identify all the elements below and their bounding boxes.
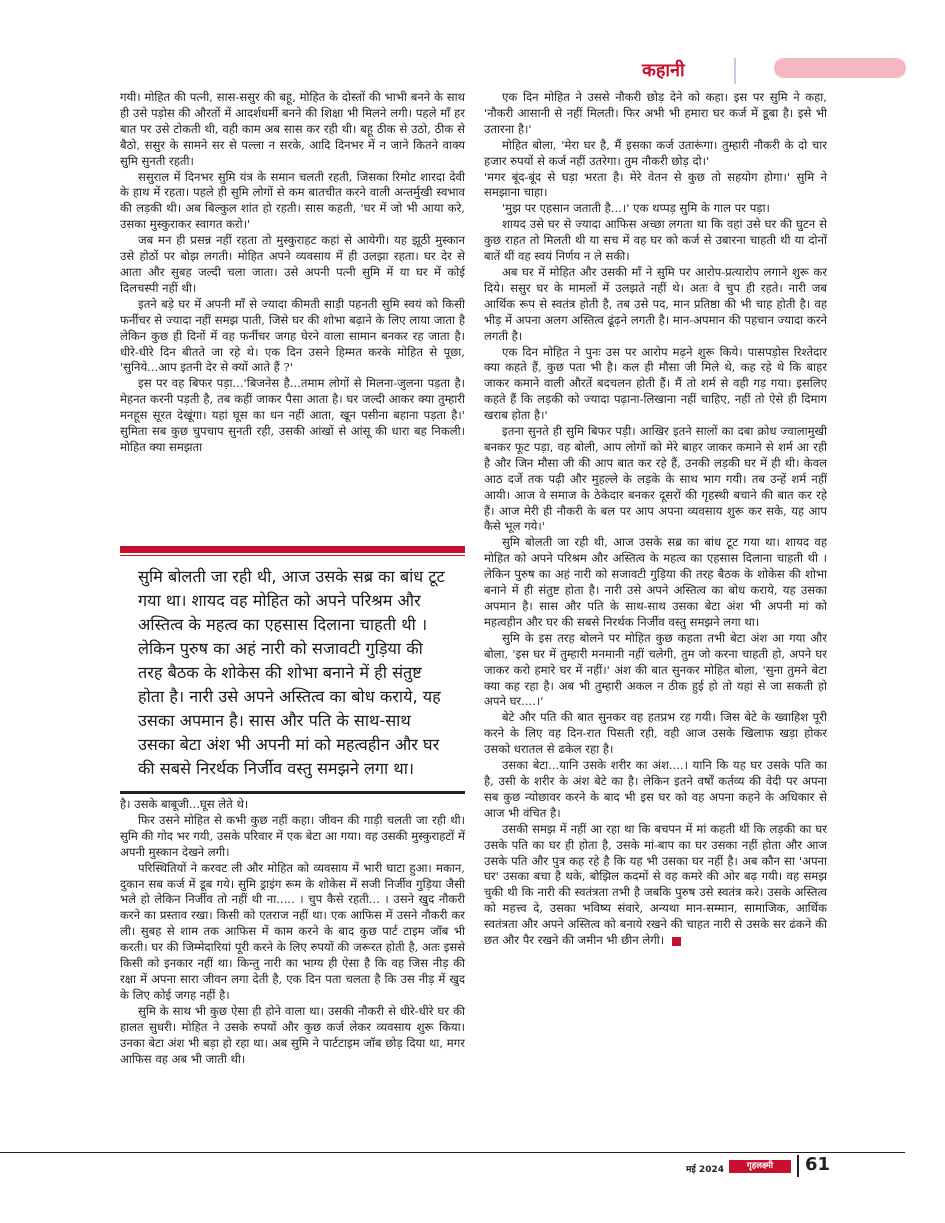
pull-quote: सुमि बोलती जा रही थी, आज उसके सब्र का बांध टूट गया था। शायद वह मोहित को अपने परिश्रम और अस्तित्व के महत्व का एहसास दिलाना चाहती थी । लेकिन पुरुष का अहं नारी को सजावटी गुड़िया की तरह बैठक के शोकेस की शोभा बनाने में ही संतुष्ट होता है। नारी उसे अपने अस्तित्व का बोध कराये, यह उसका अपमान है। सास और पति के साथ-साथ उसका बेटा अंश भी अपनी मां को महत्वहीन और घर की सबसे निरर्थक निर्जीव वस्तु समझने लगा था। — [138, 567, 445, 778]
page-number: 61 — [805, 1154, 831, 1175]
pull-quote-box — [120, 546, 465, 794]
column-left-top — [120, 90, 465, 530]
paragraph: इतने बड़े घर में अपनी माँ से ज्यादा कीमती साड़ी पहनती सुमि स्वयं को किसी फर्नीचर से ज्यादा नहीं समझ पाती, जिसे घर की शोभा बढ़ाने के लिए लाया जाता है लेकिन कुछ ही दिनों में वह फर्नीचर जगह घेरने वाला सामान बनकर रह जाता है। धीरे-धीरे दिन बीतते जा रहे थे। एक दिन उसने हिम्मत करके मोहित से पूछा, 'सुनिये...आप इतनी देर से क्यों आते हैं ?' — [120, 296, 465, 375]
paragraph: एक दिन मोहित ने उससे नौकरी छोड़ देने को कहा। इस पर सुमि ने कहा, 'नौकरी आसानी से नहीं मिलती। फिर अभी भी हमारा घर कर्ज में डूबा है। इसे भी उतारना है।' — [484, 90, 827, 136]
header-divider — [734, 58, 736, 84]
paragraph-final — [484, 822, 827, 949]
paragraph: एक दिन मोहित ने पुनः उस पर आरोप मढ़ने शुरू किये। पासपड़ोस रिश्तेदार क्या कहते हैं, कुछ पता भी है। कल ही मौसा जी मिले थे, कह रहे थे कि बाहर जाकर कमाने वाली औरतें बदचलन होती हैं। मैं तो शर्म से वही गड़ गया। इसलिए कहते हैं कि लड़की को ज्यादा पढ़ाना-लिखाना नहीं चाहिए, नहीं तो ऐसे ही दिमाग खराब होता है।' — [484, 344, 827, 423]
section-title: कहानी — [642, 60, 685, 81]
paragraph: जब मन ही प्रसन्न नहीं रहता तो मुस्कुराहट कहां से आयेगी। यह झूठी मुस्कान उसे होठों पर बोझ लगती। मोहित अपने व्यवसाय में ही उलझा रहता। घर देर से आता और सुबह जल्दी चला जाता। उसे अपनी पत्नी सुमि में या घर में कोई दिलचस्पी नहीं थी। — [120, 233, 465, 295]
paragraph-text: उसकी समझ में नहीं आ रहा था कि बचपन में मां कहती थीं कि लड़की का घर उसके पति का घर ही होता है, उसके मां-बाप का घर उसका नहीं होता और आज उसके पति और पुत्र कह रहे है कि यह भी उसका घर नहीं है। अब कौन सा 'अपना घर' उसका बचा है थके, बोझिल कदमों से वह कमरे की ओर बढ़ गयी। वह समझ चुकी थी कि नारी की स्वतंत्रता तभी है जबकि पुरुष उसे स्वतंत्र करे। उसके अस्तित्व को महत्त्व दे, उसका भविष्य संवारे, अन्यथा मान-सम्मान, सामाजिक, आर्थिक स्वतंत्रता और अपने अस्तित्व को बनाये रखने की चाहत नारी से उसके सर ढंकने की छत और पैर रखने की जमीन भी छीन लेगी। — [484, 821, 827, 948]
column-right — [484, 90, 827, 1130]
paragraph: इस पर वह बिफर पड़ा...'बिजनेस है...तमाम लोगों से मिलना-जुलना पड़ता है। मेहनत करनी पड़ती है, तब कहीं जाकर पैसा आता है। घर जल्दी आकर क्या तुम्हारी मनहूस सूरत देखूंगा। यहां घूस का धन नहीं आता, खून पसीना बहाना पड़ता है।' सुमिता सब कुछ चुपचाप सुनती रही, उसकी आंखों से आंसू की धारा बह निकली। मोहित क्या समझता — [120, 376, 465, 454]
paragraph: फिर उसने मोहित से कभी कुछ नहीं कहा। जीवन की गाड़ी चलती जा रही थी। सुमि की गोद भर गयी, उसके परिवार में एक बेटा आ गया। वह उसकी मुस्कुराहटों में अपनी मुस्कान देखने लगी। — [120, 812, 465, 859]
paragraph: सुमि के इस तरह बोलने पर मोहित कुछ कहता तभी बेटा अंश आ गया और बोला, 'इस घर में तुम्हारी मनमानी नहीं चलेगी, तुम जो करना चाहती हो, अपने घर जाकर करो हमारे घर में नहीं।' अंश की बात सुनकर मोहित बोला, 'सुना तुमने बेटा क्या कह रहा है। अब भी तुम्हारी अकल न ठीक हुई हो तो यहां से जा सकती हो अपने घर....।' — [484, 630, 827, 709]
paragraph: गयी। मोहित की पत्नी, सास-ससुर की बहू, मोहित के दोस्तों की भाभी बनने के साथ ही उसे पड़ोस की औरतों में आदर्शधर्मी बनने की शिक्षा भी मिलने लगी। पहले माँ हर बात पर उसे टोकती थी, वही काम अब सास कर रही थी। बहू ठीक से उठो, ठीक से बैठो, ससुर के सामने सर से पल्ला न सरके, आदि दिनभर में न जाने कितने वाक्य सुमि सुनती रहती। — [120, 90, 465, 168]
paragraph: ससुराल में दिनभर सुमि यंत्र के समान चलती रहती, जिसका रिमोट शारदा देवी के हाथ में रहता। पहले ही सुमि लोगों से कम बातचीत करने वाली अन्तर्मुखी स्वभाव की लड़की थी। अब बिल्कुल शांत हो रहती। सास कहती, 'घर में जो भी आया करे, उसका मुस्कुराकर स्वागत करो।' — [120, 169, 465, 232]
paragraph: शायद उसे घर से ज्यादा आफिस अच्छा लगता था कि वहां उसे घर की घुटन से कुछ राहत तो मिलती थी या सच में वह घर को कर्ज से उबारना चाहती थी या दोनों बातें थीं वह स्वयं निर्णय न ले सकी। — [484, 217, 827, 264]
paragraph: अब घर में मोहित और उसकी माँ ने सुमि पर आरोप-प्रत्यारोप लगाने शुरू कर दिये। ससुर घर के मामलों में उलझते नहीं थे। अतः वे चुप ही रहते। नारी जब आर्थिक रूप से स्वतंत्र होती है, तब उसे पद, मान प्रतिष्ठा की भी चाह होती है। वह भीड़ में अपना अलग अस्तित्व ढूंढ़ने लगती है। मान-अपमान की पहचान ज्यादा करने लगती है। — [484, 264, 827, 343]
magazine-logo: गृहलक्ष्मी — [729, 1160, 791, 1173]
footer-divider — [797, 1155, 799, 1177]
end-mark-icon — [672, 937, 681, 946]
paragraph: 'मुझ पर एहसान जताती है...।' एक थप्पड़ सुमि के गाल पर पड़ा। — [502, 201, 770, 216]
footer-rule — [0, 1152, 905, 1153]
paragraph: सुमि के साथ भी कुछ ऐसा ही होने वाला था। उसकी नौकरी से धीरे-धीरे घर की हालत सुधरी। मोहित ने उसके रुपयों और कुछ कर्ज लेकर व्यवसाय शुरू किया। उनका बेटा अंश भी बड़ा हो रहा था। अब सुमि ने पार्टटाइम जॉब छोड़ दिया था, मगर आफिस वह अब भी जाती थी। — [120, 1003, 465, 1066]
paragraph: है। उसके बाबूजी...घूस लेते थे। — [120, 797, 249, 811]
paragraph: उसका बेटा...यानि उसके शरीर का अंश....। यानि कि यह घर उसके पति का है, उसी के शरीर के अंश बेटे का है। लेकिन इतने वर्षों कर्तव्य की वेदी पर अपना सब कुछ न्योछावर करने के बाद भी इस घर को वह अपना कहने के अधिकार से आज भी वंचित है। — [484, 758, 827, 820]
issue-date: मई 2024 — [686, 1165, 724, 1175]
paragraph: परिस्थितियों ने करवट ली और मोहित को व्यवसाय में भारी घाटा हुआ। मकान, दुकान सब कर्ज में डूब गये। सुमि ड्राइंग रूम के शोकेस में सजी निर्जीव गुड़िया जैसी भले हो लेकिन निर्जीव तो नहीं थी ना..... । चुप कैसे रहती... । उसने खुद नौकरी करने का प्रस्ताव रखा। किसी को एतराज नहीं था। एक आफिस में उसने नौकरी कर ली। सुबह से शाम तक आफिस में काम करने के बाद कुछ पार्ट टाइम जॉब भी करती। घर की जिम्मेदारियां पूरी करने के लिए रुपयों की जरूरत होती है, अतः इससे किसी को इनकार नहीं था। किन्तु नारी का भाग्य ही ऐसा है कि वह जिस नीड़ की रक्षा में अपना सारा जीवन लगा देती है, एक दिन पता चलता है कि उस नीड़ में खुद के लिए कोई जगह नहीं है। — [120, 860, 465, 1002]
column-left-bottom — [120, 797, 465, 1127]
paragraph: सुमि बोलती जा रही थी, आज उसके सब्र का बांध टूट गया था। शायद वह मोहित को अपने परिश्रम और अस्तित्व के महत्व का एहसास दिलाना चाहती थी । लेकिन पुरुष का अहं नारी को सजावटी गुड़िया की तरह बैठक के शोकेस की शोभा बनाने में ही संतुष्ट होता है। नारी उसे अपने अस्तित्व का बोध कराये, यह उसका अपमान है। सास और पति के साथ-साथ उसका बेटा अंश भी अपनी मां को महत्वहीन और घर की सबसे निरर्थक निर्जीव वस्तु समझने लगा था। — [484, 535, 827, 629]
paragraph: 'मगर बूंद-बूंद से घड़ा भरता है। मेरे वेतन से कुछ तो सहयोग होगा।' सुमि ने समझाना चाहा। — [484, 169, 827, 200]
paragraph: बेटे और पति की बात सुनकर वह हतप्रभ रह गयी। जिस बेटे के ख्वाहिश पूरी करने के लिए वह दिन-रात पिसती रही, वही आज उसके खिलाफ खड़ा होकर उसको धरातल से ढकेल रहा है। — [484, 710, 827, 757]
paragraph: मोहित बोला, 'मेरा घर है, मैं इसका कर्ज उतारूंगा। तुम्हारी नौकरी के दो चार हजार रुपयों से कर्ज नहीं उतरेगा। तुम नौकरी छोड़ दो।' — [484, 137, 827, 168]
header-decoration — [774, 58, 906, 78]
paragraph: इतना सुनते ही सुमि बिफर पड़ी। आखिर इतने सालों का दबा क्रोध ज्वालामुखी बनकर फूट पड़ा, वह बोली, आप लोगों को मेरे बाहर जाकर कमाने से शर्म आ रही है और जिन मौसा जी की आप बात कर रहे हैं, उनकी लड़की घर में ही थी। केवल आठ दर्जे तक पढ़ी और मुहल्ले के लड़के के साथ भाग गयी। तब उन्हें शर्म नहीं आयी। आज वे समाज के ठेकेदार बनकर दूसरों की गृहस्थी बचाने की बात कर रहे हैं। आज मेरी ही नौकरी के बल पर आप अपना व्यवसाय शुरू कर सके, यह आप कैसे भूल गये।' — [484, 424, 827, 534]
